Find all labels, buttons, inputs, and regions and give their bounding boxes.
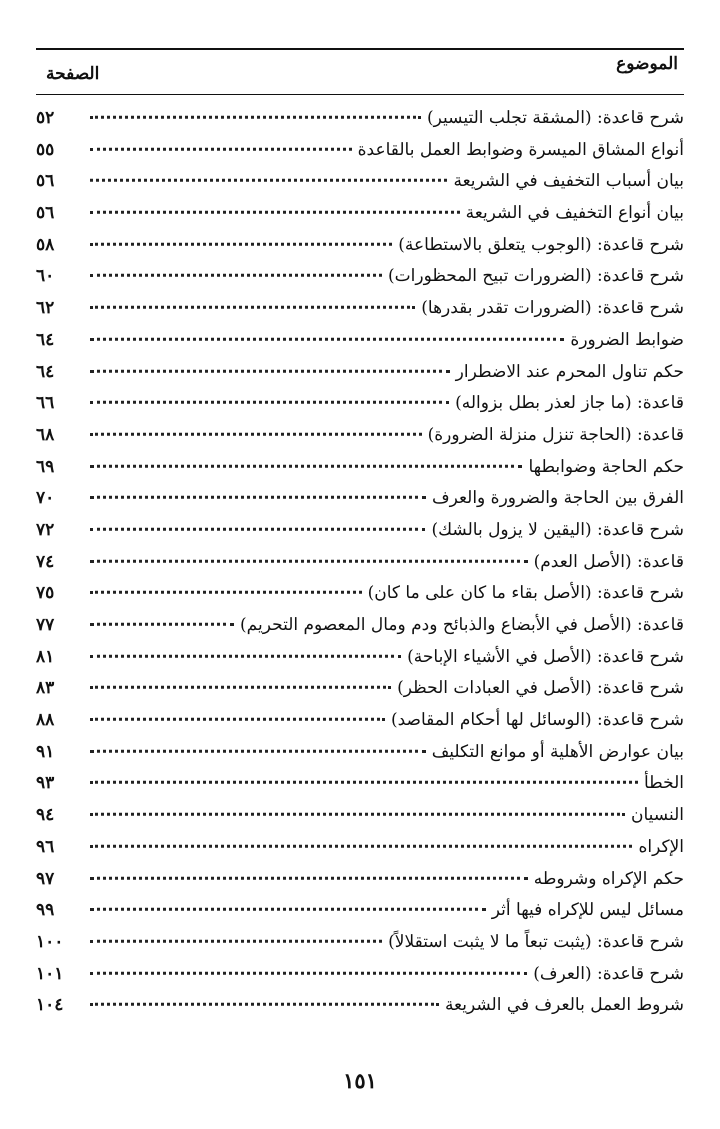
dot-leader: [90, 986, 439, 1006]
toc-entry-title: قاعدة: (الحاجة تنزل منزلة الضرورة): [427, 424, 684, 445]
table-of-contents-header: [36, 48, 684, 95]
toc-entry-title: شروط العمل بالعرف في الشريعة: [444, 995, 684, 1016]
toc-entry-title: حكم تناول المحرم عند الاضطرار: [455, 361, 684, 382]
toc-entry-title: شرح قاعدة: (الضرورات تبيح المحظورات): [388, 266, 684, 287]
toc-entry-title: شرح قاعدة: (الوجوب يتعلق بالاستطاعة): [398, 234, 684, 255]
toc-entry-title: ضوابط الضرورة: [570, 329, 684, 350]
dot-leader: [90, 194, 460, 214]
dot-leader: [90, 542, 528, 562]
dot-leader: [90, 923, 382, 943]
dot-leader: [90, 733, 426, 753]
topic-column-label: الموضوع: [616, 54, 678, 74]
dot-leader: [90, 637, 401, 657]
toc-entry-page: ٩٩: [36, 900, 55, 921]
toc-entry-page: ٥٢: [36, 108, 55, 128]
dot-leader: [90, 384, 449, 404]
toc-entry-title: بيان أنواع التخفيف في الشريعة: [465, 203, 684, 224]
toc-entry-page: ٨١: [36, 646, 55, 667]
dot-leader: [90, 352, 450, 372]
toc-entry-title: شرح قاعدة: (الأصل في العبادات الحظر): [397, 678, 684, 699]
toc-entry-page: ٩٤: [36, 805, 55, 826]
toc-entry-page: ٥٥: [36, 139, 55, 160]
dot-leader: [90, 828, 632, 848]
toc-entry-page: ١٠٤: [36, 995, 64, 1016]
toc-entry-page: ٨٨: [36, 710, 55, 731]
toc-entry-page: ٩١: [36, 741, 55, 762]
toc-entry-title: قاعدة: (ما جاز لعذر بطل بزواله): [455, 393, 684, 414]
toc-entry-page: ٨٣: [36, 678, 55, 699]
toc-entry-title: قاعدة: (الأصل العدم): [533, 551, 684, 572]
dot-leader: [90, 447, 522, 467]
toc-entry-title: أنواع المشاق الميسرة وضوابط العمل بالقاعدة: [357, 139, 684, 160]
toc-entry-page: ٦٩: [36, 456, 55, 477]
toc-entry-page: ٦٠: [36, 266, 55, 287]
dot-leader: [90, 479, 426, 499]
dot-leader: [90, 511, 425, 531]
toc-entry-page: ١٠١: [36, 963, 64, 984]
dot-leader: [90, 859, 528, 879]
toc-entry-title: شرح قاعدة: (الوسائل لها أحكام المقاصد): [391, 710, 684, 731]
toc-entry-page: ٦٦: [36, 393, 55, 414]
dot-leader: [90, 701, 385, 721]
toc-entry-page: ٦٢: [36, 298, 55, 319]
dot-leader: [90, 891, 486, 911]
dot-leader: [90, 162, 447, 182]
toc-entry-title: شرح قاعدة: (العرف): [533, 963, 684, 984]
dot-leader: [90, 226, 392, 246]
toc-entry-page: ٥٦: [36, 203, 55, 224]
toc-entry-page: ٧٢: [36, 519, 55, 540]
toc-entry-title: مسائل ليس للإكراه فيها أثر: [491, 900, 684, 921]
toc-entry-title: شرح قاعدة: (المشقة تجلب التيسير): [427, 108, 684, 128]
dot-leader: [90, 257, 382, 277]
toc-entry-page: ٥٦: [36, 171, 55, 192]
toc-entry-title: قاعدة: (الأصل في الأبضاع والذبائح ودم ومال المعصوم التحريم): [240, 615, 684, 635]
toc-entry-title: شرح قاعدة: (الضرورات تقدر بقدرها): [421, 298, 684, 319]
dot-leader: [90, 954, 527, 974]
toc-entry-page: ٦٤: [36, 361, 55, 382]
dot-leader: [90, 321, 564, 341]
toc-entry-title: شرح قاعدة: (يثبت تبعاً ما لا يثبت استقلالاً): [388, 931, 684, 952]
toc-entry-title: الخطأ: [643, 773, 684, 794]
dot-leader: [90, 606, 234, 626]
toc-entry: [36, 990, 684, 1022]
toc-entry-page: ٧٧: [36, 615, 55, 635]
toc-entry-page: ٦٤: [36, 329, 55, 350]
toc-entry-title: حكم الإكراه وشروطه: [533, 868, 684, 889]
dot-leader: [90, 289, 415, 309]
toc-entry-page: ٧٠: [36, 488, 55, 509]
toc-entry-title: بيان أسباب التخفيف في الشريعة: [453, 171, 684, 192]
toc-entry-title: شرح قاعدة: (الأصل في الأشياء الإباحة): [407, 646, 684, 667]
toc-entry-page: ٩٧: [36, 868, 55, 889]
toc-entry-page: ٩٦: [36, 836, 55, 857]
toc-entry-title: النسيان: [631, 805, 684, 826]
toc-entry-page: ١٠٠: [36, 931, 64, 952]
dot-leader: [90, 130, 352, 150]
toc-entry-title: بيان عوارض الأهلية أو موانع التكليف: [431, 741, 684, 762]
dot-leader: [90, 574, 362, 594]
toc-entry-title: شرح قاعدة: (الأصل بقاء ما كان على ما كان): [367, 583, 684, 604]
page-column-label: الصفحة: [46, 64, 100, 84]
page-number: ١٥١: [343, 1068, 377, 1093]
toc-entry-page: ٩٣: [36, 773, 55, 794]
toc-entry-page: ٧٥: [36, 583, 55, 604]
toc-entry-page: ٧٤: [36, 551, 55, 572]
toc-entry-page: ٥٨: [36, 234, 55, 255]
dot-leader: [90, 796, 625, 816]
dot-leader: [90, 764, 638, 784]
toc-entry-title: الإكراه: [638, 836, 684, 857]
toc-entry-title: شرح قاعدة: (اليقين لا يزول بالشك): [431, 519, 684, 540]
dot-leader: [90, 99, 421, 119]
toc-entry-page: ٦٨: [36, 424, 55, 445]
dot-leader: [90, 416, 422, 436]
toc-entry-title: الفرق بين الحاجة والضرورة والعرف: [431, 488, 684, 509]
dot-leader: [90, 669, 391, 689]
table-of-contents: [36, 103, 684, 1022]
toc-entry-title: حكم الحاجة وضوابطها: [528, 456, 684, 477]
